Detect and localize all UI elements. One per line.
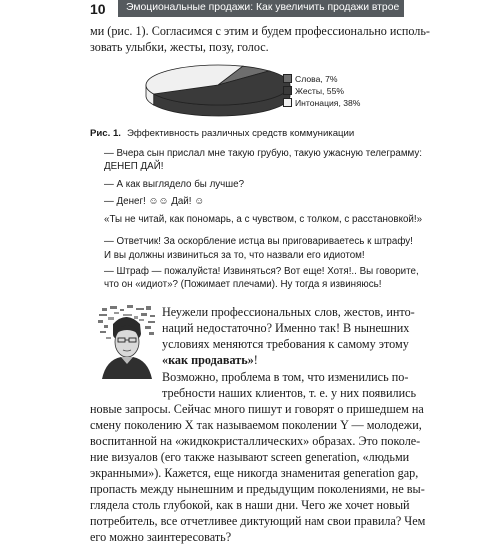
text-line: потребитель, все отчетливее диктующий нам свои правила? Чем	[90, 514, 426, 528]
intro-paragraph	[90, 23, 430, 55]
text-line: условиях меняются требования к самому этому	[162, 337, 409, 351]
body-paragraph-2a	[162, 369, 417, 401]
dialog-line: — Вчера сын прислал мне такую грубую, такую ужасную телеграмму:	[104, 148, 423, 159]
legend-swatch	[283, 74, 292, 83]
text-line: ми (рис. 1). Согласимся с этим и будем профессионально исполь-	[90, 24, 430, 38]
legend-label: Жесты, 55%	[295, 86, 344, 96]
figure-caption-text: Эффективность различных средств коммуникации	[126, 128, 355, 139]
dialog-line: — Штраф — пожалуйста! Извиняться? Вот еще! Хотя!.. Вы говорите,	[104, 266, 419, 277]
portrait-illustration	[96, 304, 158, 379]
running-title: Эмоциональные продажи: Как увеличить продажи втрое	[126, 2, 400, 13]
running-header	[0, 0, 500, 20]
dialog-line: «Ты не читай, как пономарь, а с чувством, с толком, с расстановкой!»	[104, 214, 423, 225]
legend-label: Слова, 7%	[295, 74, 338, 84]
dialog-line: — Ответчик! За оскорбление истца вы приговариваетесь к штрафу!	[104, 236, 413, 247]
text-line: новые запросы. Сейчас много пишут и говорят о пришедшем на	[90, 402, 424, 416]
dialog-line: — Денег! ☺☺ Дай! ☺	[104, 196, 205, 207]
dialog-line: что он «идиот»? (Пожимает плечами). Ну тогда я извиняюсь!	[104, 279, 382, 290]
text-line: его можно заинтересовать?	[90, 530, 232, 544]
text-line: ние визуалов (его также называют screen generation, «людьми	[90, 450, 410, 464]
body-paragraph-2b	[90, 401, 426, 545]
text-line: экранными»). Кажется, еще никогда знаменитая generation gap,	[90, 466, 419, 480]
figure-caption	[90, 128, 354, 139]
text-line: воспитанной на «жидкокристаллических» образах. Это поколе-	[90, 434, 421, 448]
text-line: смену поколению X так называемом поколении Y — молодежи,	[90, 418, 422, 432]
legend-item	[283, 86, 344, 96]
dialog-line: — А как выглядело бы лучше?	[104, 179, 245, 190]
text-line: глядела столь глубокой, как в наши дни. Чего же хочет новый	[90, 498, 410, 512]
dialog-line: ДЕНЕП ДАЙ!	[104, 161, 164, 172]
legend-swatch	[283, 98, 292, 107]
legend-swatch	[283, 86, 292, 95]
pie-chart	[140, 62, 380, 124]
emphasis-text: «как продавать»	[162, 353, 254, 367]
body-paragraph-1	[162, 304, 415, 368]
legend-item	[283, 98, 360, 108]
text-line: наций недостаточно? Именно так! В нынешних	[162, 321, 410, 335]
text-line: Возможно, проблема в том, что изменились по-	[162, 370, 409, 384]
dialog-line: И вы должны извиниться за то, что назвали его идиотом!	[104, 250, 365, 261]
text-line: пропасть между нынешним и предыдущим поколениями, не вы-	[90, 482, 425, 496]
legend-label: Интонация, 38%	[295, 98, 361, 108]
page-number: 10	[90, 1, 106, 17]
figure-label: Рис. 1.	[90, 128, 121, 139]
text-line: требности наших клиентов, т. е. у них появились	[162, 386, 417, 400]
text-line: зовать улыбки, жесты, позу, голос.	[90, 40, 269, 54]
legend-item	[283, 74, 338, 84]
text-line: Неужели профессиональных слов, жестов, инто-	[162, 305, 415, 319]
text-fragment: !	[253, 353, 258, 367]
